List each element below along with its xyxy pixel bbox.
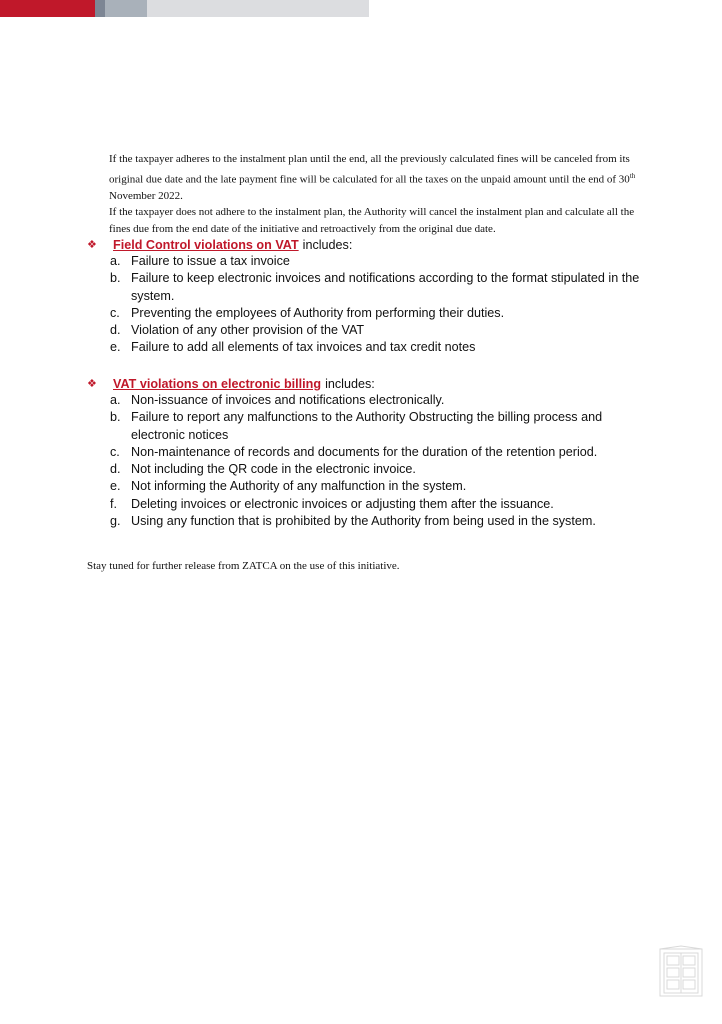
header-bar-mid-gray-segment [105,0,147,17]
list-item-marker: g. [110,514,121,529]
section-heading [87,236,647,253]
section-heading [87,375,647,392]
list-item-text: Failure to keep electronic invoices and notifications according to the format stipulated in the system. [131,271,640,303]
list-item [87,322,647,339]
list-item [87,513,647,530]
list-item-marker: b. [110,271,121,286]
list-item-text: Using any function that is prohibited by the Authority from being used in the system. [131,514,596,529]
intro-paragraph-2: If the taxpayer does not adhere to the instalment plan, the Authority will cancel the instalment plan and calculate all the fines due from the end date of the initiative and retroactively from the original due date. [109,206,635,236]
section-title-suffix: includes: [325,376,375,391]
diamond-bullet-icon: ❖ [87,378,97,390]
list-item-marker: a. [110,393,121,407]
list-item [87,409,647,444]
list-item [87,444,647,461]
list-item-text: Not including the QR code in the electronic invoice. [131,462,416,477]
section-title-suffix: includes: [302,237,353,252]
header-bar-red-segment [0,0,95,17]
header-color-bar [0,0,369,17]
list-item-text: Not informing the Authority of any malfunction in the system. [131,479,467,494]
section-electronic-billing [87,375,647,530]
violation-list [87,392,647,530]
list-item-text: Preventing the employees of Authority from performing their duties. [131,305,505,320]
list-item-text: Non-issuance of invoices and notifications electronically. [131,393,445,407]
list-item-marker: d. [110,462,121,477]
header-bar-light-gray-segment [147,0,369,17]
list-item [87,253,647,270]
list-item-marker: e. [110,479,121,494]
list-item-text: Failure to add all elements of tax invoices and tax credit notes [131,340,476,355]
diamond-bullet-icon: ❖ [87,239,97,251]
intro-paragraphs [109,151,649,238]
list-item-text: Deleting invoices or electronic invoices or adjusting them after the issuance. [131,496,554,511]
list-item [87,461,647,478]
violation-list [87,253,647,357]
list-item-text: Failure to issue a tax invoice [131,254,290,268]
intro-p1-text: If the taxpayer adheres to the instalment plan until the end, all the previously calculated fines will be canceled from its original due date and the late payment fine will be calculated for all the taxes on the unpaid amount until the end of 30 [109,153,630,186]
list-item-marker: c. [110,305,120,320]
list-item [87,270,647,305]
list-item-text: Failure to report any malfunctions to the Authority Obstructing the billing process and electronic notices [131,410,603,442]
list-item-marker: d. [110,323,121,338]
intro-paragraph-1 [109,151,649,204]
intro-p1-text-end: November 2022. [109,189,183,202]
closing-note: Stay tuned for further release from ZATCA on the use of this initiative. [87,560,400,572]
list-item [87,339,647,356]
section-field-control [87,236,647,357]
ordinal-suffix: th [629,171,636,180]
section-title: VAT violations on electronic billing [113,376,322,391]
list-item [87,496,647,513]
list-item-marker: a. [110,254,121,268]
list-item-marker: c. [110,444,120,459]
list-item [87,305,647,322]
list-item [87,392,647,409]
header-bar-dark-gray-segment [95,0,105,17]
building-door-icon [659,945,703,997]
list-item-marker: f. [110,496,117,511]
section-title: Field Control violations on VAT [113,237,299,252]
list-item-text: Violation of any other provision of the VAT [131,323,365,338]
list-item-marker: e. [110,340,121,355]
list-item [87,478,647,495]
list-item-text: Non-maintenance of records and documents for the duration of the retention period. [131,444,598,459]
list-item-marker: b. [110,410,121,425]
